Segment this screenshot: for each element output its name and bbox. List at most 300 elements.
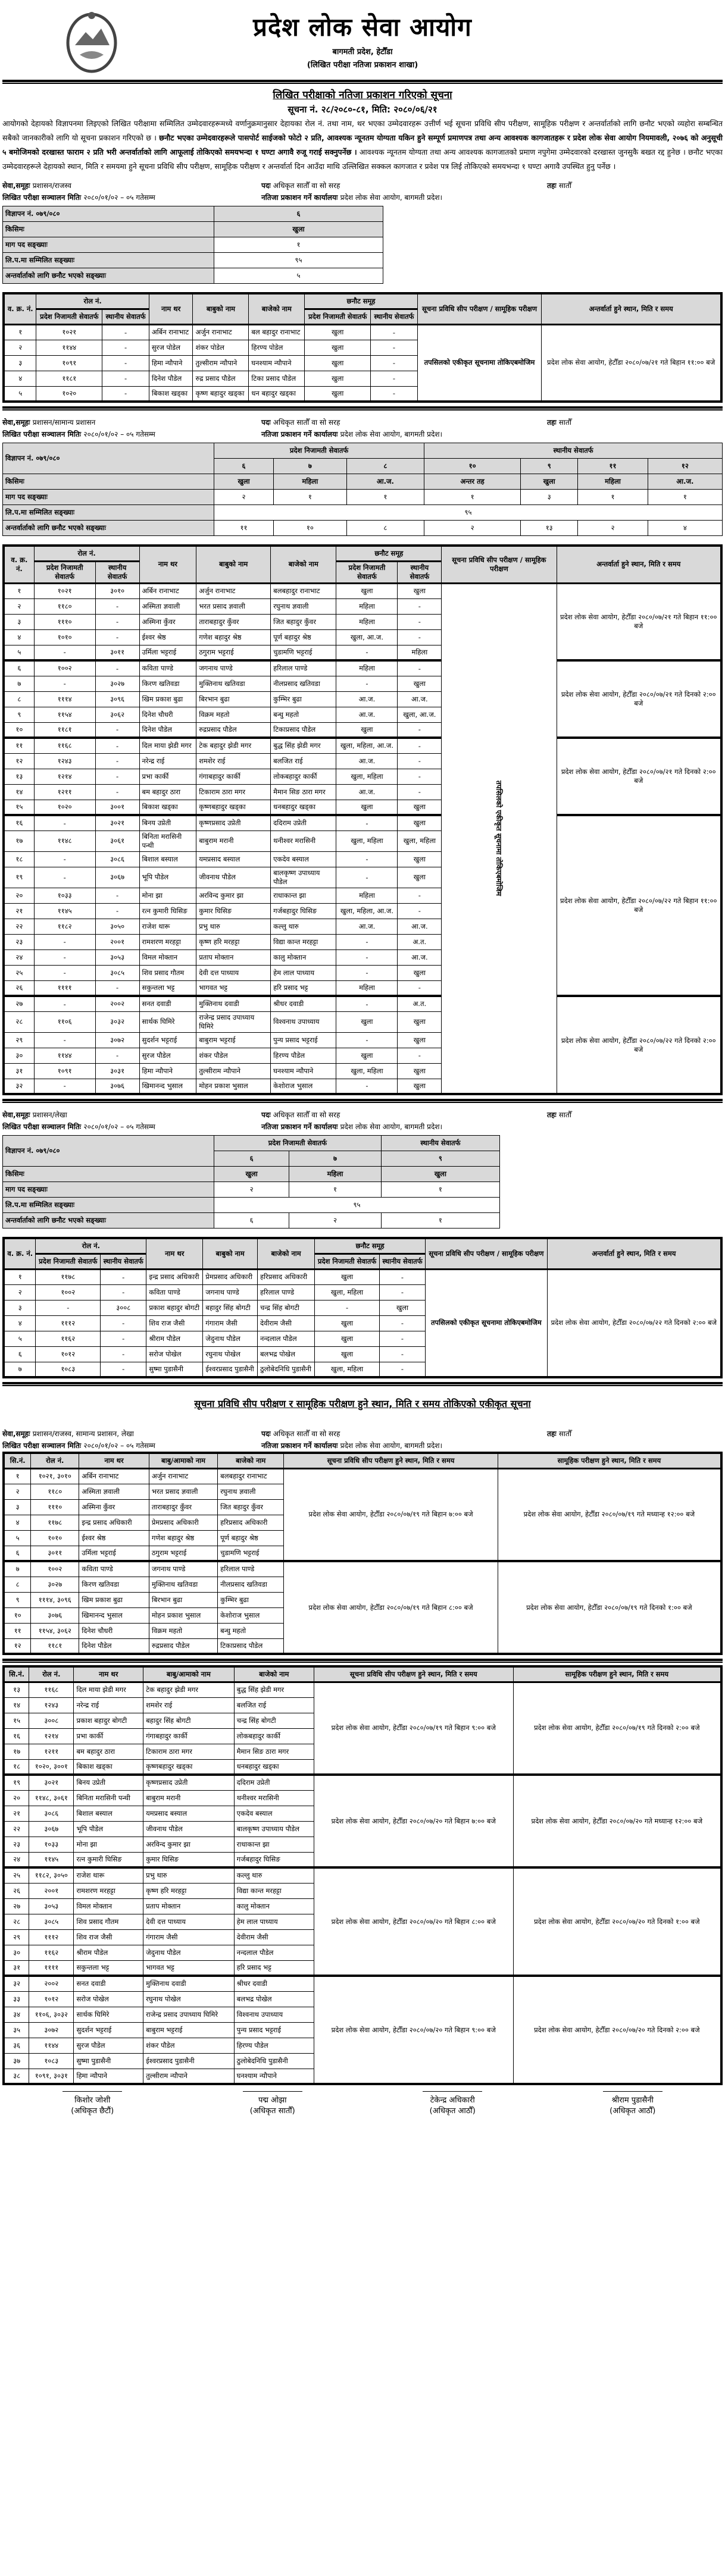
service-group-label: सेवा,समूहः [2,1430,33,1438]
table-cell: खुला [381,1167,499,1182]
table-cell: आ.ज. [336,753,398,769]
table-cell: जगनाथ पाण्डे [196,660,271,676]
table-cell: जगनाथ पाण्डे [203,1284,258,1300]
table-cell: बलजित राई [234,1697,314,1713]
column-header: सि.नं. [4,1453,31,1468]
table-cell: अस्मिता ज्ञवाली [139,598,196,614]
table-cell: - [34,851,95,867]
table-cell: १२१४ [34,769,95,784]
table-cell: खुला [305,340,371,355]
table-cell: ३०६२ [95,707,139,722]
table-cell: २१ [4,1806,29,1821]
table-cell: ६ [4,1546,31,1561]
table-cell: - [102,371,149,386]
table-cell: ८ [346,521,424,536]
table-cell: ११४४ [29,2038,74,2053]
table-cell: जीवनाथ पौडेल [196,867,271,888]
table-cell: - [101,1331,146,1346]
column-header: स्थानीय सेवातर्फ [379,1253,425,1269]
table-cell: रुद्रप्रसाद पौडेल [149,1638,217,1654]
table-cell: खुला [521,474,578,490]
table-cell: १११२ [29,1929,74,1945]
table-cell: नरेन्द्र राई [74,1697,143,1713]
table-cell: चुडामणि भट्टराई [218,1546,284,1561]
service-group-label: सेवा,समूहः [2,181,33,190]
header-row [4,1238,721,1253]
table-cell: १५ [4,1713,29,1728]
table-cell: ११७८ [36,1269,101,1284]
table-cell: ७ [4,676,34,691]
table-cell: २६ [4,1883,29,1898]
table-cell: भरत प्रसाद ज्ञवाली [196,598,271,614]
table-cell: विज्ञापन नं. ०७९/०८० [3,1136,214,1167]
signature-line [603,2091,662,2092]
table-cell: खुला [379,1300,425,1315]
table-row [4,1976,721,1991]
table-cell: ३०२१ [29,1775,74,1790]
table-cell: २० [4,888,34,903]
table-cell: - [101,1346,146,1362]
table-cell: १२ [648,459,722,474]
table-cell: बलभद्र पोखेल [234,1991,314,2007]
table-cell: ६ [214,1213,289,1229]
table-cell: दिनेश पौडेल [79,1638,149,1654]
table-cell: ११४५ [34,903,95,919]
table-cell: सुरज पौडेल [74,2038,143,2053]
table-cell: श्रीराम पौडेल [74,1945,143,1960]
letterhead [2,0,723,77]
table-cell: बिकाश खड्का [149,386,193,402]
vacancy-summary [2,206,383,284]
table-cell: खुला [315,1346,380,1362]
table-cell: २९ [4,1929,29,1945]
table-cell: सरोज पोखेल [146,1346,203,1362]
table-cell: विद्या कान्त मरहट्टा [271,934,336,949]
table-cell: १ [578,490,648,505]
summary-row [3,222,383,237]
table-cell: २००२ [95,996,139,1011]
table-cell: २ [4,1284,36,1300]
table-cell: - [336,934,398,949]
table-cell: खुला [305,324,371,340]
signatory-name: श्रीराम पुडासैनी [611,2096,654,2105]
table-cell: खुला [398,1063,442,1079]
table-cell: बिरभान बुढा [196,691,271,707]
table-cell: ३०७६ [31,1607,79,1623]
table-cell: ६ [214,1151,289,1167]
table-cell: १ [4,324,36,340]
table-cell: ५ [4,386,36,402]
summary-row [3,268,383,284]
table-cell: प्रकाश बहादुर बोगटी [146,1300,203,1315]
table-cell: प्रदेश निजामती सेवातर्फ [214,443,424,459]
table-cell: महिला [336,614,398,629]
table-cell: - [34,645,95,660]
table-cell: ३०८५ [29,1914,74,1929]
table-cell: जीवनाथ पौडेल [143,1821,235,1837]
table-cell: - [336,815,398,831]
table-cell: टिका प्रसाद पौडेल [249,371,305,386]
table-cell: चन्द्र सिंह बोगटी [234,1713,314,1728]
table-cell: - [379,1331,425,1346]
column-header: बाजेको नाम [271,546,336,583]
table-cell: तुल्सीराम न्यौपाने [196,1063,271,1079]
table-cell: - [371,371,418,386]
column-header: बाबुको नाम [193,293,249,324]
table-cell: २७ [4,1898,29,1914]
table-cell: बल बहादुर रानाभाट [249,324,305,340]
service-group-label: सेवा,समूहः [2,418,33,427]
table-cell: प्रभा कार्की [139,769,196,784]
table-cell: लोकबहादुर कार्की [271,769,336,784]
table-cell: ३००८ [29,1713,74,1728]
table-cell: ३०११ [95,645,139,660]
table-cell: बिकाश खड्का [139,800,196,815]
it-test-note: तपसिलको एकीकृत सूचनामा तोकिएबमोजिम [494,781,503,897]
table-cell: हरिलाल पाण्डे [271,660,336,676]
table-cell: अ.त. [398,934,442,949]
table-cell: इन्द्र प्रसाद अधिकारी [79,1515,149,1530]
table-cell: - [336,676,398,691]
it-test-cell [442,583,557,1094]
level-label: तहः [547,418,559,427]
table-cell: कृष्ण बहादुर खड्का [193,386,249,402]
table-cell: खिम प्रकाश बुढा [139,691,196,707]
column-header: सूचना प्रविधि सीप परीक्षण / सामूहिक परीक्षण [426,1238,548,1269]
table-cell: - [398,784,442,800]
publishing-office-label: नतिजा प्रकाशन गर्ने कार्यालयः [261,430,340,438]
table-cell: पूर्ण बहादुर श्रेष्ठ [271,629,336,645]
table-cell: ६ [214,206,383,222]
table-cell: ईश्वर श्रेष्ठ [79,1530,149,1546]
table-cell: - [95,722,139,738]
table-cell: पुन्य प्रसाद भट्टराई [234,2022,314,2038]
table-cell: - [34,676,95,691]
column-header: नाम थर [74,1666,143,1682]
column-header: रोल नं. [29,1666,74,1682]
table-cell: १०२१ [34,583,95,598]
table-row [4,1867,721,1883]
signature-block [543,2091,723,2116]
result-section [2,180,723,403]
signatory-title: (अधिकृत आठौँ) [429,2107,476,2116]
column-header: प्रदेश निजामती सेवातर्फ [336,561,398,583]
table-cell: मैमान सिङ ठारा मगर [271,784,336,800]
table-cell: - [398,629,442,645]
table-cell: - [101,1315,146,1331]
level-label: तहः [547,1430,559,1438]
table-cell: दिनेश पौडेल [149,371,193,386]
table-cell: १०२१ [36,324,102,340]
table-cell: सार्थक घिमिरे [139,1011,196,1032]
column-header: सूचना प्रविधि सीप परीक्षण हुने स्थान, मिति र समय [284,1453,498,1468]
column-header: प्रदेश निजामती सेवातर्फ [305,309,371,324]
table-cell: बिनय उप्रेती [74,1775,143,1790]
results-table [2,544,723,1095]
table-cell: दिल माया झेडी मगर [74,1682,143,1697]
table-cell: ३०३१ [95,1063,139,1079]
column-header: बाबुको नाम [196,546,271,583]
interview-schedule-cell: प्रदेश लोक सेवा आयोग, हेटौँडा २०८०/०७/२२ गते बिहान ११:०० बजे [557,815,721,996]
table-cell: खुला [214,474,274,490]
table-cell: हिमा न्यौपाने [74,2069,143,2084]
table-cell: गंगाबहादुर कार्की [143,1728,235,1744]
consolidated-title: सूचना प्रविधि सीप परीक्षण र सामूहिक परीक्षण हुने स्थान, मिति र समय तोकिएको एकीकृत सूचना [194,1398,531,1409]
table-cell: सुरज पौडेल [139,1048,196,1063]
table-cell: अन्तर्वार्ताको लागि छनौट भएको सङ्ख्याः [3,1213,214,1229]
table-cell: ३०५३ [95,949,139,965]
table-cell: ६ [4,1346,36,1362]
table-cell: ३०२१ [95,815,139,831]
table-cell: खुला [336,583,398,598]
table-cell: धन बहादुर खड्का [249,386,305,402]
table-cell: २ [4,598,34,614]
column-header: अन्तर्वार्ता हुने स्थान, मिति र समय [547,1238,721,1269]
table-cell: हरि प्रसाद भट्ट [234,1960,314,1976]
table-cell: बिकाश खड्का [74,1759,143,1775]
table-cell: लोकबहादुर कार्की [234,1728,314,1744]
table-cell: स्थानीय सेवातर्फ [381,1136,499,1151]
table-cell: ८ [346,459,424,474]
table-cell: ११६८ [29,1682,74,1697]
table-cell: - [34,867,95,888]
table-cell: - [36,1300,101,1315]
table-cell: बाबुराम मरानी [143,1790,235,1806]
level: तहः सातौँ [547,418,571,427]
table-cell: २२ [4,919,34,934]
post-label: पदः [261,1430,273,1438]
table-cell: माग पद सङ्ख्याः [3,1182,214,1198]
signatures [2,2091,723,2116]
table-cell: खुला, महिला, आ.ज. [336,738,398,753]
it-test-schedule: प्रदेश लोक सेवा आयोग, हेटौँडा २०८०/०७/२० गते बिहान ८:०० बजे [314,1867,513,1976]
table-cell: कालु मोक्तान [234,1898,314,1914]
table-cell: - [336,645,398,660]
table-cell: विश्वनाथ उपाध्याय [271,1011,336,1032]
it-test-schedule: प्रदेश लोक सेवा आयोग, हेटौँडा २०८०/०७/१९ गते बिहान ८:०० बजे [284,1561,498,1654]
table-cell: हरिप्रसाद अधिकारी [218,1515,284,1530]
table-cell: ११५४ [34,707,95,722]
table-cell: यमप्रसाद बस्याल [196,851,271,867]
table-cell: १ [381,1213,499,1229]
table-cell: ददिराम उप्रेती [234,1775,314,1790]
table-cell: - [101,1362,146,1377]
table-cell: महिला [578,474,648,490]
column-header: स्थानीय सेवातर्फ [398,561,442,583]
table-cell: ११४५ [29,1852,74,1867]
exam-date: लिखित परीक्षा सञ्चालन मितिः २०८०/०१/०२ – ०५ गतेसम्म [2,430,155,438]
table-cell: ११६२ [29,1945,74,1960]
table-cell: ३० [4,1048,34,1063]
signature-line [243,2091,302,2092]
table-cell: कल्लु थारु [271,919,336,934]
table-cell: महिला [398,645,442,660]
results-body [4,1269,721,1377]
table-cell: सनत दवाडी [74,1976,143,1991]
table-cell: टिकाप्रसाद पौडेल [271,722,336,738]
table-cell: ६ [214,459,274,474]
table-cell: ६ [4,660,34,676]
table-cell: जित बहादुर कुँवर [271,614,336,629]
table-cell: - [398,980,442,996]
table-cell: १४ [4,784,34,800]
post-label: पदः [261,181,273,190]
table-cell: खुला, महिला [336,769,398,784]
table-cell: ४ [4,1515,31,1530]
table-cell: खुला [305,355,371,371]
table-cell: ३२ [4,1976,29,1991]
table-cell: किसिमः [3,222,214,237]
table-cell: मोना झा [74,1837,143,1852]
table-cell: खिमानन्द भुसाल [139,1079,196,1094]
post: पदः अधिकृत सातौँ वा सो सरह [261,181,340,190]
table-cell: हरि प्रसाद भट्ट [271,980,336,996]
table-cell: १० [424,459,521,474]
table-cell: - [371,324,418,340]
table-cell: बलबहादुर रानाभाट [271,583,336,598]
table-cell: १०८३ [29,2053,74,2069]
table-cell: सुष्मा पुडासैनी [74,2053,143,2069]
table-cell: - [95,1048,139,1063]
table-cell: १० [274,521,347,536]
table-cell: ५ [4,1331,36,1346]
table-cell: बम बहादुर ठारा [74,1744,143,1759]
column-header: रोल नं. [34,546,139,561]
table-cell: शिव प्रसाद गौतम [139,965,196,980]
table-cell: ३६ [4,2038,29,2053]
table-cell: १०२०, ३००१ [29,1759,74,1775]
group-test-schedule: प्रदेश लोक सेवा आयोग, हेटौँडा २०८०/०७/२० गते दिनको १:०० बजे [513,1867,721,1976]
table-cell: - [95,629,139,645]
notice-number: सूचना नं. २८/२०८०-८१, मिति: २०८०/०६/२१ [288,104,438,115]
results-table [2,1237,723,1378]
table-cell: खुला [398,1032,442,1048]
column-header: छनौट समूह [305,293,417,309]
service-group: सेवा,समूहः प्रशासन/लेखा [2,1111,67,1119]
publishing-office: नतिजा प्रकाशन गर्ने कार्यालयः प्रदेश लोक सेवा आयोग, बागमती प्रदेश। [261,193,443,202]
table-cell: शमशेर राई [196,753,271,769]
table-cell: दिनेश चौधरी [79,1623,149,1638]
summary-row [3,490,723,505]
table-cell: १३ [4,769,34,784]
table-cell: सरोज पोखेल [74,1991,143,2007]
table-cell: ५ [4,1530,31,1546]
table-row [4,660,721,676]
interview-schedule-cell: प्रदेश लोक सेवा आयोग, हेटौँडा २०८०/०७/२२ गते दिनको २:०० बजे [557,996,721,1094]
table-cell: दिल माया झेडी मगर [139,738,196,753]
table-cell: प्रेमप्रसाद अधिकारी [149,1515,217,1530]
table-cell: ३०५३ [29,1898,74,1914]
column-header: बाबुको नाम [203,1238,258,1269]
signatory-title: (अधिकृत सातौँ) [249,2107,295,2116]
table-cell: ९ [521,459,578,474]
table-row [4,1775,721,1790]
table-cell: भागवत भट्ट [143,1960,235,1976]
notice-body: आयोगको देहायको विज्ञापनमा लिइएको लिखित परीक्षामा सम्मिलित उम्मेदवारहरूमध्ये वर्णानुक्रमानुसार देहायका रोल नं. तथा नाम, थर भएका उम्मेदवारहरू उत्तीर्ण भई सूचना प्रविधि सीप परीक्षण, सामूहिक परीक्षण र अन्तर्वार्ताको लागि छनौट भएको व्यहोरा सम्बन्धित सबैको जानकारीको लागि यो सूचना प्रकाशन गरिएको छ । छनौट भएका उम्मेदवारहरूले पासपोर्ट साईजको फोटो २ प्रति, आवश्यक न्यूनतम योग्यता यकिन हुने सम्पूर्ण प्रमाणपत्र तथा अन्य आवश्यक कागजातहरू र प्रदेश लोक सेवा आयोग नियमावली, २०७६ को अनुसूची ५ बमोजिमको दरखास्त फाराम २ प्रति भरी अन्तर्वार्ताको लागि आफूलाई तोकिएको समयभन्दा १ घण्टा अगावै रुजू गराई सक्नुपर्नेछ । आवश्यक न्यूनतम योग्यता तथा अन्य आवश्यक कागजातको प्रमाण नपुगेमा उम्मेदवारको दरखास्त जुनसुकै बखत रद्द हुनेछ । छनौट भएका उम्मेदवारहरूले देहायको स्थान, मिति र समयमा हुने सूचना प्रविधि सीप परीक्षण, सामूहिक परीक्षण र अन्तर्वार्ता दिन आउँदा माथि उल्लिखित सक्कल कागजात र प्रवेश पत्र लिई तोकिएको समयभन्दा १ घण्टा अगावै उपस्थित हुनु पर्नेछ । [2,119,723,171]
table-cell: अर्बिन रानाभाट [79,1468,149,1484]
table-cell: नरेन्द्र राई [139,753,196,769]
table-cell: १२ [4,1638,31,1654]
table-cell: ८ [4,691,34,707]
service-group: सेवा,समूहः प्रशासन/राजस्व [2,181,71,190]
table-cell: हिरण्य पौडेल [234,2038,314,2053]
table-cell: नीलप्रसाद खतिवडा [271,676,336,691]
table-cell: ३५ [4,2022,29,2038]
table-cell: तुल्सीराम न्यौपाने [193,355,249,371]
table-cell: - [95,660,139,676]
table-cell: १०२१, ३०१० [31,1468,79,1484]
table-cell: बलजित राई [271,753,336,769]
table-cell: खुला [315,1269,380,1284]
post-label: पदः [261,1111,273,1119]
table-cell: ११ [578,459,648,474]
table-cell: ३० [4,1945,29,1960]
table-cell: अर्जुन रानाभाट [149,1468,217,1484]
table-cell: बम बहादुर ठारा [139,784,196,800]
post-label: पदः [261,418,273,427]
table-cell: सनत दवाडी [139,996,196,1011]
table-cell: गंगाबहादुर कार्की [196,769,271,784]
table-cell: ३ [4,355,36,371]
section-meta [2,1109,723,1133]
service-group-label: सेवा,समूहः [2,1111,33,1119]
level-label: तहः [547,181,559,190]
table-cell: शिव राज जैसी [74,1929,143,1945]
table-cell: गर्जबहादुर घिसिङ [271,903,336,919]
table-cell: मैमान सिङ ठारा मगर [234,1744,314,1759]
table-cell: ११८२ [34,919,95,934]
table-cell: २ [424,521,521,536]
signature-line [62,2091,122,2092]
summary-row [3,1167,500,1182]
table-cell: १०१० [31,1530,79,1546]
table-cell: कविता पाण्डे [146,1284,203,1300]
results-body [4,583,721,1094]
table-cell: ३ [4,1499,31,1515]
summary-row [3,206,383,222]
vacancy-summary [2,443,723,536]
table-cell: धनबहादुर खड्का [271,800,336,815]
table-cell: १००२ [34,660,95,676]
table-row [4,324,721,340]
table-cell: २००१ [29,1883,74,1898]
column-header: स्थानीय सेवातर्फ [101,1253,146,1269]
table-cell: ११५४, ३०६२ [31,1623,79,1638]
table-cell: हेम लाल पाध्याय [234,1914,314,1929]
table-cell: २४ [4,1852,29,1867]
table-cell: ८ [4,1577,31,1592]
table-cell: इन्द्र प्रसाद अधिकारी [146,1269,203,1284]
consolidated-schedule [2,1428,723,2085]
table-cell: राजेन्द्र प्रसाद उपाध्याय घिमिरे [196,1011,271,1032]
table-cell: घनश्याम न्यौपाने [234,2069,314,2084]
table-cell: सुदर्शन भट्टराई [139,1032,196,1048]
table-cell: मुक्तिनाथ खतिवडा [149,1577,217,1592]
table-cell: खुला [398,1079,442,1094]
table-cell: २४ [4,949,34,965]
table-row [4,1269,721,1284]
table-cell: - [95,738,139,753]
table-cell: ३३ [4,1991,29,2007]
table-cell: पुन्य प्रसाद भट्टराई [271,1032,336,1048]
results-body [4,324,721,402]
table-cell: ११७८ [31,1515,79,1530]
table-cell: २५ [4,1867,29,1883]
table-cell: ३०३२ [95,1011,139,1032]
table-cell: बलभद्र पोखेल [257,1346,314,1362]
divider [2,1099,723,1103]
table-cell: बाबुराम भट्टराई [196,1032,271,1048]
